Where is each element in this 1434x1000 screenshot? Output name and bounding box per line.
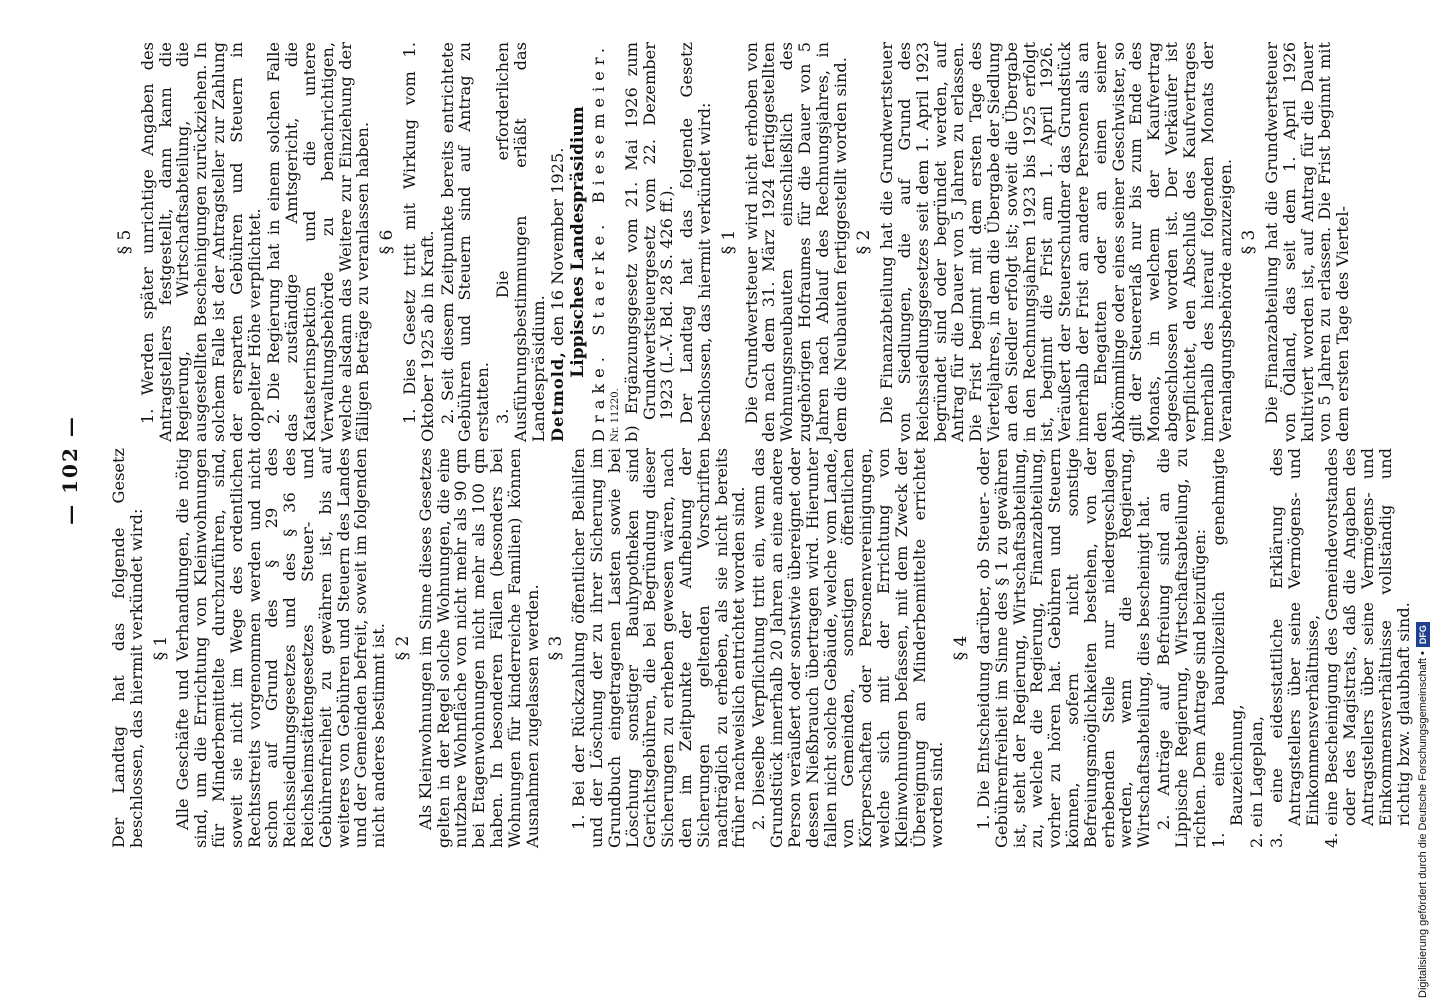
signature-name: Biesemeier. bbox=[588, 42, 608, 204]
date-text: den 16 November 1925. bbox=[548, 147, 568, 346]
section-heading: § 3 bbox=[546, 635, 567, 661]
signature-name: Staerke. bbox=[588, 218, 608, 336]
list-item: 3. eine eidesstattliche Erklärung des Antragstellers über seine Vermögens- und Einkommensverhältnisse, bbox=[1266, 448, 1322, 848]
paragraph: Alle Geschäfte und Verhandlungen, die nötig sind, um die Errichtung von Kleinwohnungen für Minderbemittelte durchzuführen, sind, soweit sie nicht im Wege des ordentlichen Rechtsstreits vorgenommen werden und nicht schon auf Grund des § 29 des Reichssiedlungsgesetzes und des § 36 des Reichsheimstättengesetzes Steuer- und Gebührenfreiheit zu gewähren ist, bis auf weiteres von Gebühren und Steuern des Landes und der Gemeinden befreit, soweit im folgenden nicht anderes bestimmt ist. bbox=[173, 448, 389, 848]
issuer-heading: Lippisches Landespräsidium bbox=[568, 106, 589, 378]
page-number: — 102 — bbox=[58, 415, 82, 525]
paragraph: 2. Dieselbe Verpflichtung tritt ein, wenn das Grundstück innerhalb 20 Jahren an eine andere Person veräußert oder sonstwie übereignet oder dessen Nießbrauch übertragen wird. Hierunter fallen nicht solche Gebäude, welche vom Lande, von Gemeinden, sonstigen öffentlichen Körperschaften oder Personenvereinigungen, welche sich mit der Errichtung von Kleinwohnungen befassen, mit dem Zweck der Übereignung an Minderbemittelte errichtet worden sind. bbox=[749, 448, 947, 848]
section-heading: § 2 bbox=[393, 635, 414, 661]
law-title: b) Ergänzungsgesetz vom 21. Mai 1926 zum Grundwertsteuergesetz vom 22. Dezember 1923 (L.-V. Bd. 28 S. 426 ff.). bbox=[621, 42, 677, 442]
paragraph: 2. Seit diesem Zeitpunkte bereits entrichtete Gebühren und Steuern sind auf Antrag zu erstatten. bbox=[437, 42, 493, 442]
right-column bbox=[110, 42, 1354, 442]
section-heading: § 3 bbox=[1239, 229, 1260, 255]
digitization-stamp bbox=[1414, 8, 1432, 998]
list-item: 1. eine baupolizeilich genehmigte Bauzeichnung, bbox=[1209, 448, 1247, 848]
paragraph: 1. Die Entscheidung darüber, ob Steuer- oder Gebührenfreiheit im Sinne des § 1 zu gewähren ist, steht der Regierung, Wirtschaftsabteilung, zu, welche die Regierung, Finanzabteilung, vorher zu hören hat. Gebühren und Steuern können, sofern nicht sonstige Befreiungsmöglichkeiten bestehen, von der erhebenden Stelle nur niedergeschlagen werden, wenn die Regierung, Wirtschaftsabteilung, dies bescheinigt hat. bbox=[973, 448, 1154, 848]
signatures bbox=[590, 42, 608, 442]
signature-name: Drake. bbox=[588, 351, 608, 442]
paragraph: Die Grundwertsteuer wird nicht erhoben von den nach dem 31. März 1924 fertiggestellten Wohnungsneubauten einschließlich des zugehörigen Hofraumes für die Dauer von 5 Jahren nach Ablauf des Rechnungsjahres, in dem die Neubauten fertiggestellt worden sind. bbox=[741, 42, 850, 442]
date-line bbox=[549, 42, 567, 442]
section-heading: § 6 bbox=[377, 229, 398, 255]
list-item: 4. eine Bescheinigung des Gemeindevorstandes oder des Magistrats, daß die Angaben des Antragstellers über seine Vermögens- und Einkommensverhältnisse vollständig und richtig bzw. glaubhaft sind. bbox=[1322, 448, 1413, 848]
paragraph: 1. Werden später unrichtige Angaben des Antragstellers festgestellt, dann kann die Regierung, Wirtschaftsabteilung, die ausgestellten Bescheinigungen zurückziehen. In solchem Falle ist der Antragsteller zur Zahlung der ersparten Gebühren und Steuern in doppelter Höhe verpflichtet. bbox=[137, 42, 264, 442]
law-intro: Der Landtag hat das folgende Gesetz beschlossen, das hiermit verkündet wird: bbox=[109, 448, 146, 848]
left-column bbox=[110, 448, 1414, 848]
section-heading: § 5 bbox=[115, 229, 135, 255]
document-number: Nr. 11220. bbox=[609, 388, 621, 442]
dfg-logo: DFG bbox=[1416, 622, 1430, 647]
date-place: Detmold, bbox=[548, 351, 568, 442]
paragraph: 3. Die erforderlichen Ausführungsbestimmungen erläßt das Landespräsidium. bbox=[493, 42, 548, 442]
paragraph: Die Finanzabteilung hat die Grundwertsteuer von Ödland, das seit dem 1. April 1926 kultiviert worden ist, auf Antrag für die Dauer von 5 Jahren zu erlassen. Die Frist beginnt mit dem ersten Tage des Viertel- bbox=[1262, 42, 1353, 442]
paragraph: Die Finanzabteilung hat die Grundwertsteuer von Siedlungen, die auf Grund des Reichssiedlungsgesetzes seit dem 1. April 1923 begründet sind oder begründet werden, auf Antrag für die Dauer von 5 Jahren zu erlassen. Die Frist beginnt mit dem ersten Tage des Vierteljahres, in dem die Übergabe der Siedlung an den Siedler erfolgt ist; soweit die Übergabe in den Rechnungsjahren 1923 bis 1925 erfolgt ist, beginnt die Frist am 1. April 1926. Veräußert der Steuerschuldner das Grundstück innerhalb der Frist an andere Personen als an den Ehegatten oder an einen seiner Abkömmlinge oder eines seiner Geschwister, so gilt der Steuererlaß nur bis zum Ende des Monats, in welchem der Kaufvertrag abgeschlossen worden ist. Der Verkäufer ist verpflichtet, den Abschluß des Kaufvertrages innerhalb des hierauf folgenden Monats der Veranlagungsbehörde anzuzeigen. bbox=[877, 42, 1235, 442]
section-heading: § 2 bbox=[854, 229, 875, 255]
list-item: 2. ein Lageplan, bbox=[1247, 715, 1267, 848]
paragraph: Als Kleinwohnungen im Sinne dieses Gesetzes gelten in der Regel solche Wohnungen, die eine nutzbare Wohnfläche von nicht mehr als 90 qm bei Etagenwohnungen nicht mehr als 100 qm haben. In besonderen Fällen (besonders bei Wohnungen für kinderreiche Familien) können Ausnahmen zugelassen werden. bbox=[415, 448, 542, 848]
paragraph: 1. Bei der Rückzahlung öffentlicher Beihilfen und der Löschung der zu ihrer Sicherung im Grundbuch eingetragenen Lasten sowie bei Löschung sonstiger Bauhypotheken sind Gerichtsgebühren, die bei Begründung dieser Sicherungen zu erheben gewesen wären, nach den im Zeitpunkte der Aufhebung der Sicherungen geltenden Vorschriften nachträglich zu erheben, als sie nicht bereits früher nachweislich entrichtet worden sind. bbox=[569, 448, 749, 848]
section-heading: § 4 bbox=[951, 635, 972, 661]
stamp-text: Digitalisierung gefördert durch die Deutsche Forschungsgemeinschaft • bbox=[1417, 651, 1429, 998]
law-intro: Der Landtag hat das folgende Gesetz beschlossen, das hiermit verkündet wird: bbox=[677, 42, 714, 442]
paragraph: 1. Dies Gesetz tritt mit Wirkung vom 1. Oktober 1925 ab in Kraft. bbox=[399, 42, 437, 442]
paragraph: 2. Anträge auf Befreiung sind an die Lippische Regierung, Wirtschaftsabteilung, zu richten. Dem Antrage sind beizufügen: bbox=[1154, 448, 1209, 848]
paragraph: 2. Die Regierung hat in einem solchen Falle das zuständige Amtsgericht, die Katasterinspektion und die untere Verwaltungsbehörde zu benachrichtigen, welche alsdann das Weitere zur Einziehung der fälligen Beträge zu veranlassen haben. bbox=[264, 42, 373, 442]
section-heading: § 1 bbox=[150, 635, 171, 661]
section-heading: § 1 bbox=[718, 229, 739, 255]
